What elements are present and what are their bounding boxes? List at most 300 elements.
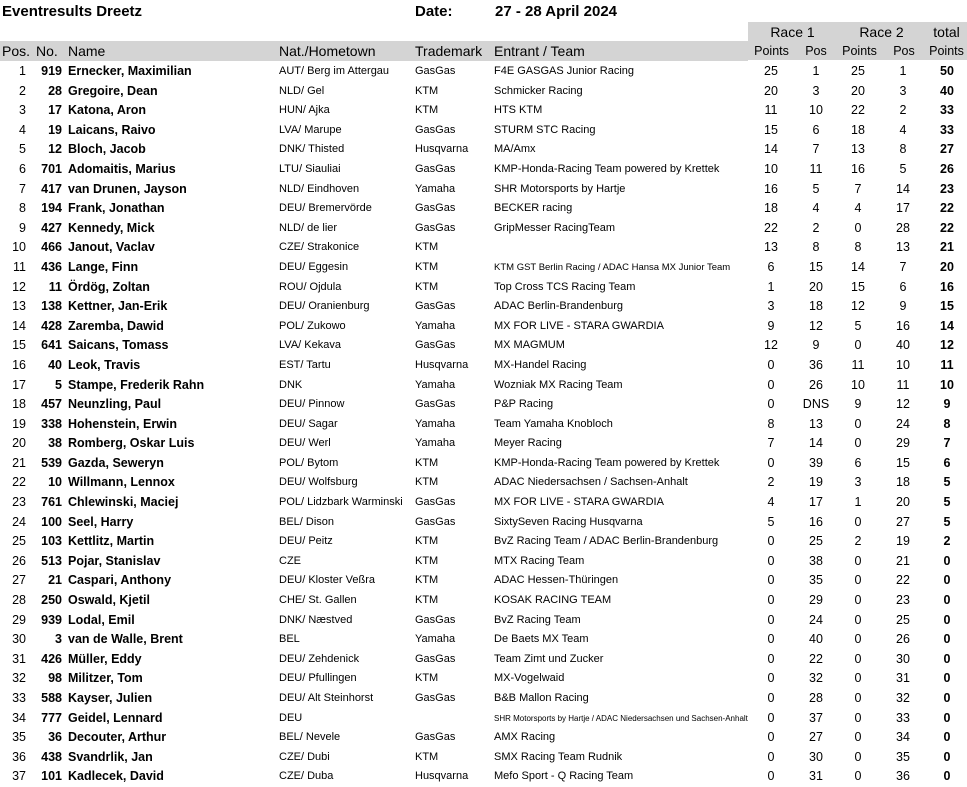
team: De Baets MX Team — [494, 633, 589, 646]
race2-points: 4 — [854, 201, 862, 216]
race2-pos: 5 — [899, 161, 907, 176]
rank: 37 — [12, 769, 26, 784]
rank: 29 — [12, 612, 26, 627]
race2-points: 0 — [854, 220, 862, 235]
table-row — [0, 140, 967, 160]
total-points: 20 — [940, 259, 954, 274]
race2-points: 20 — [851, 83, 865, 98]
rider-name: Ernecker, Maximilian — [68, 64, 192, 78]
nationality-hometown: BEL/ Dison — [279, 515, 335, 528]
nationality-hometown: DEU/ Oranienburg — [279, 300, 370, 313]
rider-number: 539 — [41, 455, 62, 470]
race2-pos: 32 — [896, 691, 910, 705]
trademark: Yamaha — [415, 182, 456, 195]
col-no-header: No. — [36, 43, 58, 59]
race1-points: 0 — [767, 357, 775, 372]
total-points: 0 — [943, 553, 951, 568]
rider-name: Kettner, Jan-Erik — [68, 299, 168, 314]
team: GripMesser RacingTeam — [494, 221, 616, 234]
race2-points: 0 — [854, 416, 862, 431]
trademark: Yamaha — [415, 417, 456, 430]
race1-header: Race 1 — [748, 22, 837, 42]
nationality-hometown: CZE/ Strakonice — [279, 241, 360, 254]
nationality-hometown: DEU/ Wolfsburg — [279, 476, 358, 489]
rank: 4 — [19, 122, 26, 137]
race2-pos: 3 — [899, 83, 907, 98]
team: ADAC Hessen-Thüringen — [494, 574, 619, 587]
rank: 11 — [13, 259, 26, 274]
team: Team Yamaha Knobloch — [494, 417, 613, 430]
table-row — [0, 748, 967, 768]
total-points: 0 — [943, 769, 951, 784]
team: Meyer Racing — [494, 437, 562, 450]
rank: 12 — [12, 279, 26, 294]
team: P&P Racing — [494, 398, 554, 411]
rider-number: 457 — [41, 397, 62, 412]
rank: 14 — [12, 318, 26, 333]
total-points: 0 — [943, 573, 951, 588]
rank: 15 — [12, 338, 26, 353]
rank: 33 — [12, 691, 26, 705]
rank: 22 — [12, 475, 26, 490]
race2-points: 15 — [851, 279, 865, 294]
trademark: GasGas — [415, 300, 456, 313]
rider-name: van de Walle, Brent — [68, 632, 183, 647]
race1-pos: 24 — [809, 612, 823, 627]
race2-pos: 1 — [899, 64, 907, 78]
nationality-hometown: NLD/ Eindhoven — [279, 182, 360, 195]
table-row — [0, 101, 967, 121]
rank: 35 — [12, 730, 26, 745]
table-row — [0, 395, 967, 415]
total-points: 7 — [943, 436, 951, 451]
results-table — [0, 62, 967, 787]
trademark: Yamaha — [415, 437, 456, 450]
table-row — [0, 238, 967, 258]
race1-pos: 17 — [809, 495, 823, 510]
team: HTS KTM — [494, 104, 543, 117]
trademark: GasGas — [415, 65, 456, 77]
table-row — [0, 62, 967, 82]
race1-pos: 20 — [809, 279, 823, 294]
column-header-row — [0, 41, 748, 61]
race2-points: 14 — [851, 259, 865, 274]
race2-pos: 27 — [896, 514, 910, 529]
race2-points: 0 — [854, 593, 862, 608]
race2-points: 22 — [851, 103, 865, 118]
rank: 9 — [19, 220, 26, 235]
nationality-hometown: DEU/ Pfullingen — [279, 672, 357, 685]
rider-name: Lodal, Emil — [68, 612, 135, 627]
rider-number: 513 — [41, 553, 62, 568]
race2-points: 0 — [854, 749, 862, 764]
table-row — [0, 434, 967, 454]
race1-pos: 6 — [812, 122, 820, 137]
team: F4E GASGAS Junior Racing — [494, 65, 635, 77]
race2-pos: 6 — [899, 279, 907, 294]
race2-points: 25 — [851, 64, 865, 78]
rider-number: 10 — [48, 475, 62, 490]
nationality-hometown: POL/ Zukowo — [279, 319, 346, 332]
table-row — [0, 336, 967, 356]
race2-pos-header: Pos — [882, 42, 926, 60]
total-points: 0 — [943, 632, 951, 647]
race1-points: 2 — [767, 475, 775, 490]
race2-pos: 11 — [896, 377, 910, 392]
race1-points: 0 — [767, 612, 775, 627]
rider-name: Hohenstein, Erwin — [68, 416, 178, 431]
rider-name: Kettlitz, Martin — [68, 534, 155, 549]
col-pos-header: Pos. — [2, 43, 31, 59]
rank: 26 — [12, 553, 26, 568]
table-row — [0, 180, 967, 200]
race2-pos: 10 — [896, 357, 910, 372]
race1-points: 0 — [767, 534, 775, 549]
race1-points: 9 — [767, 318, 775, 333]
rank: 20 — [12, 436, 26, 451]
rider-number: 98 — [48, 671, 62, 686]
nationality-hometown: DNK/ Thisted — [279, 143, 345, 156]
race2-pos: 19 — [896, 534, 910, 549]
race1-points: 0 — [767, 377, 775, 392]
race1-pos: 1 — [812, 64, 820, 78]
total-points: 0 — [943, 612, 951, 627]
rider-name: Pojar, Stanislav — [68, 553, 161, 568]
race1-points: 4 — [767, 495, 775, 510]
race2-pos: 9 — [899, 299, 907, 314]
rank: 3 — [19, 103, 26, 118]
nationality-hometown: AUT/ Berg im Attergau — [279, 65, 390, 77]
nationality-hometown: LTU/ Siauliai — [279, 162, 341, 175]
table-row — [0, 278, 967, 298]
rider-name: Willmann, Lennox — [68, 475, 175, 490]
race2-points: 1 — [854, 495, 862, 510]
rank: 5 — [19, 142, 26, 157]
rider-name: Seel, Harry — [68, 514, 134, 529]
rider-number: 5 — [55, 377, 62, 392]
race2-pos: 17 — [896, 201, 910, 216]
rider-name: Gazda, Seweryn — [68, 455, 164, 470]
team: Mefo Sport - Q Racing Team — [494, 770, 634, 783]
total-points: 5 — [943, 495, 951, 510]
race1-pos: 29 — [809, 593, 823, 608]
race1-pos: 37 — [809, 710, 823, 725]
nationality-hometown: DEU/ Werl — [279, 437, 331, 450]
rider-name: Ördög, Zoltan — [68, 279, 150, 294]
rank: 34 — [12, 710, 26, 725]
date-value: 27 - 28 April 2024 — [495, 3, 618, 20]
table-row — [0, 121, 967, 141]
team: STURM STC Racing — [494, 123, 596, 136]
race2-pos: 7 — [899, 259, 907, 274]
trademark: GasGas — [415, 731, 456, 744]
race2-points: 5 — [854, 318, 862, 333]
race1-points: 5 — [767, 514, 775, 529]
nationality-hometown: ROU/ Ojdula — [279, 280, 342, 293]
race2-pos: 28 — [896, 220, 910, 235]
rank: 10 — [12, 240, 26, 255]
team: Top Cross TCS Racing Team — [494, 280, 636, 293]
race1-points: 0 — [767, 651, 775, 666]
race1-pos: 15 — [809, 259, 823, 274]
team: SHR Motorsports by Hartje — [494, 182, 626, 195]
trademark: KTM — [415, 241, 439, 254]
rider-name: Neunzling, Paul — [68, 397, 162, 412]
race1-points: 0 — [767, 553, 775, 568]
race1-points: 6 — [767, 259, 775, 274]
race1-pos: 25 — [809, 534, 823, 549]
page-title: Eventresults Dreetz — [2, 3, 143, 20]
rider-name: Stampe, Frederik Rahn — [68, 377, 205, 392]
table-row — [0, 473, 967, 493]
nationality-hometown: CZE/ Dubi — [279, 750, 330, 763]
trademark: GasGas — [415, 515, 456, 528]
table-row — [0, 630, 967, 650]
rider-name: Svandrlik, Jan — [68, 749, 153, 764]
race1-points: 0 — [767, 573, 775, 588]
team: BvZ Racing Team — [494, 613, 581, 626]
trademark: Yamaha — [415, 319, 456, 332]
table-row — [0, 689, 967, 709]
race2-header: Race 2 — [837, 22, 926, 42]
race1-points: 15 — [764, 122, 778, 137]
race1-pos: DNS — [802, 397, 830, 412]
team: Schmicker Racing — [494, 84, 583, 97]
total-points: 33 — [940, 122, 954, 137]
race2-pos: 8 — [899, 142, 907, 157]
race2-pos: 40 — [896, 338, 910, 353]
total-points: 26 — [940, 161, 954, 176]
team: KMP-Honda-Racing Team powered by Krettek — [494, 456, 720, 469]
rider-name: Müller, Eddy — [68, 651, 142, 666]
race1-points: 16 — [764, 181, 778, 196]
team: ADAC Niedersachsen / Sachsen-Anhalt — [494, 476, 688, 489]
nationality-hometown: CZE — [279, 554, 301, 567]
table-row — [0, 767, 967, 787]
race2-pos: 34 — [896, 730, 910, 745]
race2-points: 13 — [851, 142, 865, 157]
table-row — [0, 532, 967, 552]
nationality-hometown: LVA/ Marupe — [279, 123, 342, 136]
trademark: KTM — [415, 594, 439, 607]
total-points: 2 — [943, 534, 951, 549]
table-row — [0, 650, 967, 670]
trademark: Husqvarna — [415, 358, 469, 371]
race2-points: 6 — [854, 455, 862, 470]
rider-name: Kennedy, Mick — [68, 220, 155, 235]
rider-number: 36 — [48, 730, 62, 745]
rider-number: 194 — [41, 201, 62, 216]
race1-points: 12 — [764, 338, 778, 353]
race1-pos: 30 — [809, 749, 823, 764]
rider-name: Frank, Jonathan — [68, 201, 165, 216]
race1-points: 0 — [767, 671, 775, 686]
rank: 36 — [12, 749, 26, 764]
trademark: GasGas — [415, 692, 456, 704]
rider-name: Saicans, Tomass — [68, 338, 169, 353]
rider-name: Oswald, Kjetil — [68, 593, 150, 608]
total-points: 12 — [940, 338, 954, 353]
rider-number: 338 — [41, 416, 62, 431]
trademark: GasGas — [415, 221, 456, 234]
race2-points: 0 — [854, 671, 862, 686]
total-points: 22 — [940, 220, 954, 235]
rank: 21 — [12, 455, 26, 470]
rider-name: van Drunen, Jayson — [68, 181, 187, 196]
nationality-hometown: NLD/ de lier — [279, 221, 338, 234]
rank: 1 — [19, 64, 26, 78]
rank: 28 — [12, 593, 26, 608]
table-row — [0, 258, 967, 278]
rank: 8 — [19, 201, 26, 216]
rank: 13 — [12, 299, 26, 314]
race1-pos: 26 — [809, 377, 823, 392]
race1-pos: 35 — [809, 573, 823, 588]
rider-number: 28 — [48, 83, 62, 98]
trademark: GasGas — [415, 496, 456, 509]
total-points: 5 — [943, 514, 951, 529]
nationality-hometown: CZE/ Duba — [279, 770, 334, 783]
trademark: GasGas — [415, 398, 456, 411]
trademark: KTM — [415, 260, 439, 273]
trademark: Yamaha — [415, 633, 456, 646]
race2-pos: 18 — [896, 475, 910, 490]
race2-pos: 2 — [899, 103, 907, 118]
rider-name: Leok, Travis — [68, 357, 141, 372]
rider-name: Gregoire, Dean — [68, 83, 158, 98]
trademark: KTM — [415, 535, 439, 548]
race1-pos: 9 — [812, 338, 820, 353]
table-row — [0, 728, 967, 748]
race2-pos: 20 — [896, 495, 910, 510]
nationality-hometown: CHE/ St. Gallen — [279, 594, 357, 607]
trademark: KTM — [415, 672, 439, 685]
race1-points: 0 — [767, 593, 775, 608]
team: KTM GST Berlin Racing / ADAC Hansa MX Junior Team — [494, 261, 731, 273]
total-points: 22 — [940, 201, 954, 216]
total-points: 9 — [943, 397, 951, 412]
rider-number: 17 — [48, 103, 62, 118]
race1-pos: 2 — [812, 220, 820, 235]
col-team-header: Entrant / Team — [494, 43, 585, 59]
trademark: GasGas — [415, 339, 456, 352]
race2-points: 0 — [854, 514, 862, 529]
race2-pos: 15 — [896, 455, 910, 470]
nationality-hometown: DNK — [279, 378, 303, 391]
race2-points: 0 — [854, 573, 862, 588]
nationality-hometown: DEU/ Zehdenick — [279, 652, 360, 665]
trademark: Husqvarna — [415, 143, 469, 156]
race2-points: 0 — [854, 612, 862, 627]
team: MA/Amx — [494, 143, 536, 156]
race2-points: 0 — [854, 730, 862, 745]
total-points: 0 — [943, 671, 951, 686]
table-row — [0, 454, 967, 474]
rider-number: 12 — [48, 142, 62, 157]
rider-number: 101 — [41, 769, 62, 784]
rider-name: Zaremba, Dawid — [68, 318, 164, 333]
race1-points: 0 — [767, 455, 775, 470]
rider-name: Romberg, Oskar Luis — [68, 436, 195, 451]
table-row — [0, 591, 967, 611]
rider-number: 701 — [41, 161, 62, 176]
team: MX-Handel Racing — [494, 358, 587, 371]
nationality-hometown: POL/ Bytom — [279, 456, 339, 469]
total-points: 33 — [940, 103, 954, 118]
table-row — [0, 611, 967, 631]
race1-pos: 36 — [809, 357, 823, 372]
trademark: GasGas — [415, 202, 456, 215]
rider-name: Adomaitis, Marius — [68, 161, 176, 176]
nationality-hometown: DEU/ Pinnow — [279, 398, 345, 411]
race1-pos: 27 — [809, 730, 823, 745]
total-points-header: Points — [926, 42, 967, 60]
nationality-hometown: BEL — [279, 633, 300, 646]
race1-points-header: Points — [748, 42, 795, 60]
total-points: 40 — [940, 83, 954, 98]
team: MX-Vogelwaid — [494, 672, 565, 685]
race1-points: 0 — [767, 397, 775, 412]
team: SixtySeven Racing Husqvarna — [494, 515, 643, 528]
trademark: KTM — [415, 456, 439, 469]
team: Team Zimt und Zucker — [494, 652, 604, 665]
team: MX MAGMUM — [494, 339, 565, 352]
race1-points: 8 — [767, 416, 775, 431]
rider-number: 428 — [41, 318, 62, 333]
trademark: GasGas — [415, 162, 456, 175]
trademark: GasGas — [415, 123, 456, 136]
rider-number: 38 — [48, 436, 62, 451]
race1-pos: 12 — [809, 318, 823, 333]
race1-pos: 11 — [809, 161, 823, 176]
rider-number: 250 — [41, 593, 62, 608]
race1-pos: 5 — [812, 181, 820, 196]
trademark: KTM — [415, 574, 439, 587]
trademark: Yamaha — [415, 378, 456, 391]
race1-points: 22 — [764, 220, 778, 235]
race2-pos: 22 — [896, 573, 910, 588]
total-points: 14 — [940, 318, 954, 333]
team: MX FOR LIVE - STARA GWARDIA — [494, 496, 664, 509]
trademark: GasGas — [415, 613, 456, 626]
rider-number: 11 — [48, 279, 62, 294]
rider-number: 939 — [41, 612, 62, 627]
rank: 18 — [12, 397, 26, 412]
table-row — [0, 493, 967, 513]
rider-number: 436 — [41, 259, 62, 274]
rider-number: 438 — [41, 749, 62, 764]
team: BECKER racing — [494, 202, 573, 215]
total-header: total — [926, 22, 967, 42]
race1-points: 10 — [764, 161, 778, 176]
race1-pos: 40 — [809, 632, 823, 647]
race2-points: 10 — [851, 377, 865, 392]
nationality-hometown: DEU/ Eggesin — [279, 260, 349, 273]
nationality-hometown: DEU/ Alt Steinhorst — [279, 692, 374, 704]
trademark: KTM — [415, 104, 439, 117]
nationality-hometown: NLD/ Gel — [279, 84, 325, 97]
nationality-hometown: DEU/ Bremervörde — [279, 202, 372, 215]
rank: 25 — [12, 534, 26, 549]
race2-points: 12 — [851, 299, 865, 314]
race2-pos: 25 — [896, 612, 910, 627]
nationality-hometown: DEU/ Kloster Veßra — [279, 574, 375, 587]
race1-pos: 8 — [812, 240, 820, 255]
trademark: KTM — [415, 554, 439, 567]
table-row — [0, 552, 967, 572]
race2-points: 3 — [854, 475, 862, 490]
race1-points: 25 — [764, 64, 778, 78]
